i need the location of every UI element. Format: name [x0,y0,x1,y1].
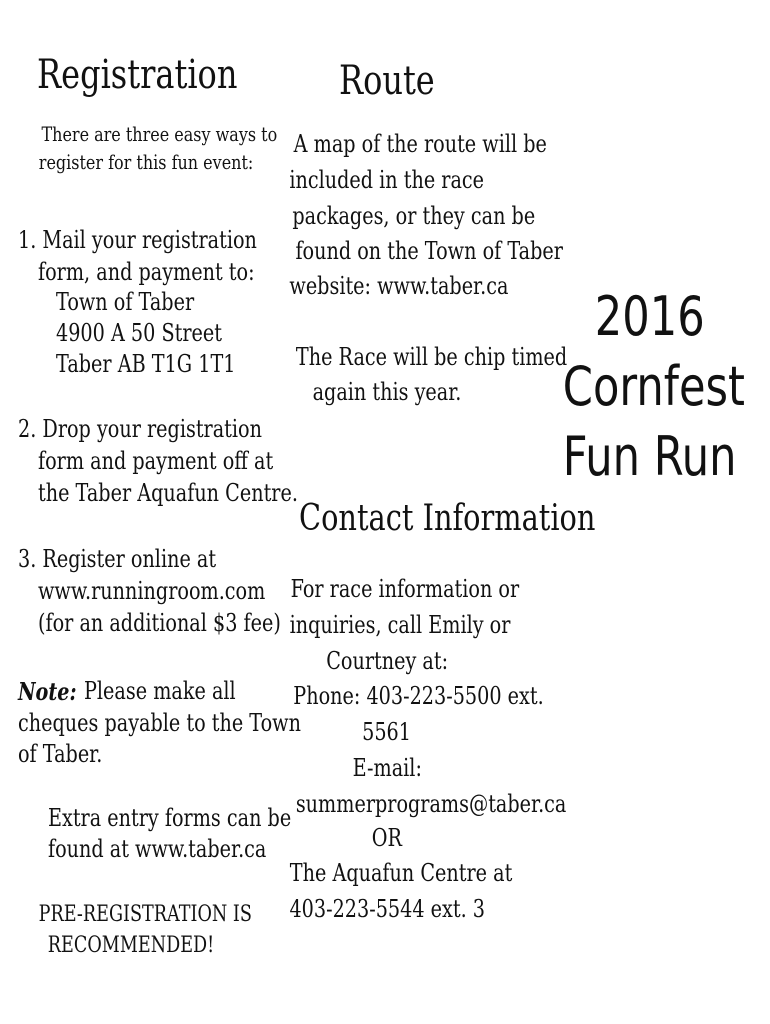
chip-line2: again this year. [312,378,462,406]
option3-line1: 3. Register online at [18,545,217,573]
route-line5: website: www.taber.ca [289,272,509,300]
registration-heading: Registration [37,52,238,98]
address-line3: Taber AB T1G 1T1 [56,350,236,378]
option3-line2: www.runningroom.com [38,577,266,605]
contact-heading: Contact Information [299,498,596,539]
option3-line3: (for an additional $3 fee) [38,609,281,637]
address-line2: 4900 A 50 Street [56,319,222,347]
extra-forms-line1: Extra entry forms can be [48,804,292,832]
event-name-line2: Fun Run [563,425,737,488]
route-line3: packages, or they can be [292,202,536,230]
prereg-line2: RECOMMENDED! [47,933,215,958]
note-line1: Note: Please make all [18,677,236,706]
chip-line1: The Race will be chip timed [295,343,568,371]
registration-intro-line2: register for this fun event: [38,150,254,174]
event-name-line1: Cornfest [562,355,745,418]
contact-aquafun: The Aquafun Centre at [289,859,513,887]
route-line4: found on the Town of Taber [295,237,563,265]
event-title [540,282,760,492]
option1-line1: 1. Mail your registration [18,226,257,254]
contact-email-label: E-mail: [352,754,422,782]
contact-phone-ext: 5561 [362,718,412,746]
contact-aquafun-phone: 403-223-5544 ext. 3 [289,895,485,923]
contact-or: OR [371,824,403,852]
note-line2: cheques payable to the Town [18,709,301,737]
note-label: Note: [18,677,77,706]
extra-forms-line2: found at www.taber.ca [48,835,267,863]
address-line1: Town of Taber [56,288,195,316]
option2-line2: form and payment off at [38,447,274,475]
event-year: 2016 [595,285,705,348]
contact-line2: inquiries, call Emily or [289,611,511,639]
prereg-line1: PRE-REGISTRATION IS [38,902,252,927]
contact-phone: Phone: 403-223-5500 ext. [293,682,544,710]
contact-line3: Courtney at: [326,647,448,675]
note-line3: of Taber. [18,740,103,768]
route-line1: A map of the route will be [293,130,547,158]
contact-email: summerprograms@taber.ca [295,790,567,818]
option2-line3: the Taber Aquafun Centre. [38,479,298,507]
route-heading: Route [339,58,435,104]
route-line2: included in the race [289,166,485,194]
registration-intro-line1: There are three easy ways to [41,122,278,146]
option2-line1: 2. Drop your registration [18,415,262,443]
contact-line1: For race information or [290,575,520,603]
option1-line2: form, and payment to: [38,258,255,286]
